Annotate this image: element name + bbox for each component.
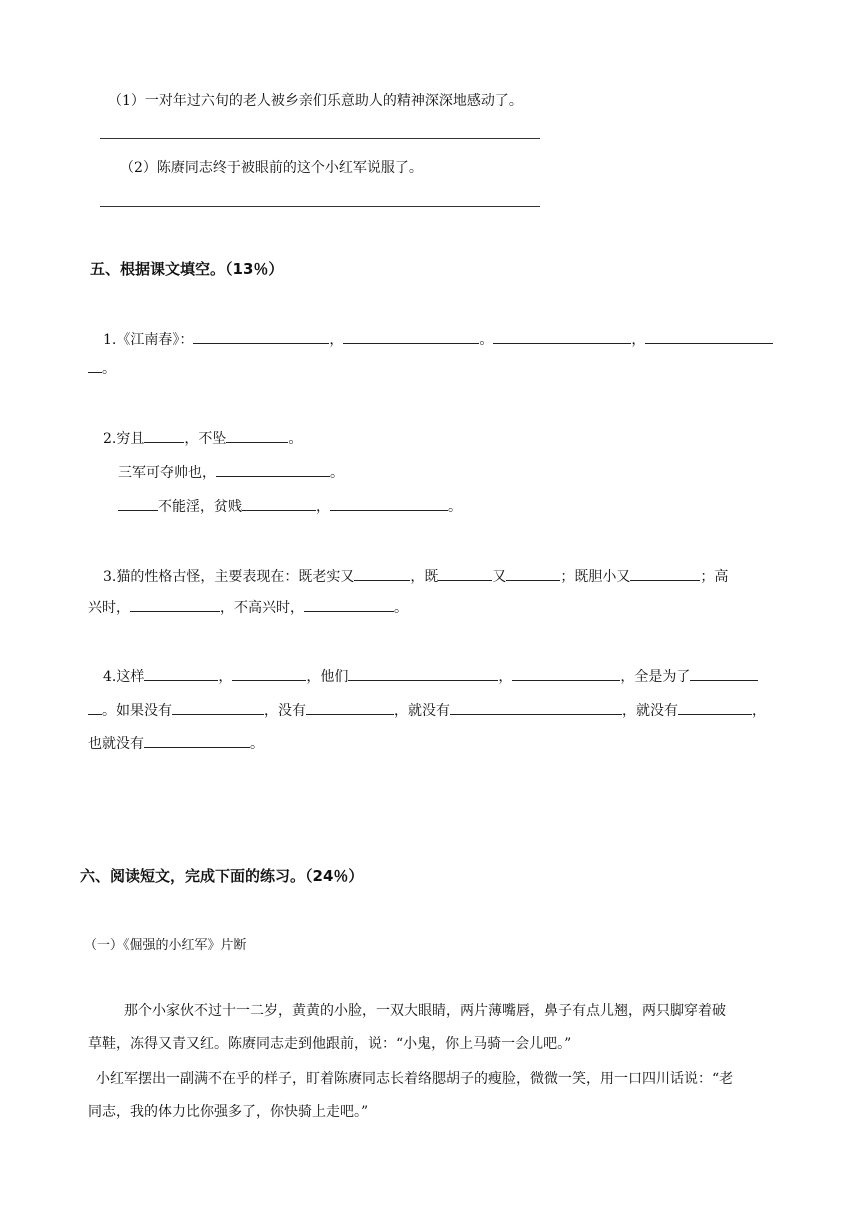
answer-blank[interactable] xyxy=(645,329,773,344)
answer-blank[interactable] xyxy=(330,496,448,511)
section-title: 六、阅读短文，完成下面的练习。（24％） xyxy=(80,867,364,885)
answer-blank[interactable] xyxy=(512,666,620,681)
punct: 。 xyxy=(330,465,344,481)
punct: 。 xyxy=(448,499,462,515)
punct: 。 xyxy=(479,332,494,348)
fill-item-1-cont xyxy=(88,358,116,379)
answer-line[interactable] xyxy=(100,206,540,207)
answer-blank[interactable] xyxy=(630,566,700,581)
answer-blank[interactable] xyxy=(144,428,184,443)
item-text: ，就没有 xyxy=(394,703,450,719)
item-text: 3.猫的性格古怪，主要表现在：既老实又 xyxy=(103,569,355,585)
item-text: ；既胆小又 xyxy=(560,569,631,585)
answer-blank[interactable] xyxy=(130,597,220,612)
item-label: 1.《江南春》： xyxy=(103,332,194,348)
punct: 。 xyxy=(288,431,303,447)
item-text: ；高 xyxy=(700,569,729,585)
fill-item-2c xyxy=(118,496,462,517)
item-text: 2.穷且 xyxy=(103,431,145,447)
punct: 。 xyxy=(394,600,408,616)
fill-item-4b xyxy=(88,700,766,721)
fill-item-1 xyxy=(103,329,773,350)
punct: 。 xyxy=(250,736,264,752)
punct: ， xyxy=(316,499,330,515)
answer-blank[interactable] xyxy=(232,666,306,681)
answer-blank[interactable] xyxy=(343,329,479,344)
answer-blank[interactable] xyxy=(354,566,410,581)
item-text: 。如果没有 xyxy=(102,703,172,719)
punct: ， xyxy=(631,332,646,348)
fill-item-3a xyxy=(103,566,728,587)
question-text: （1）一对年过六旬的老人被乡亲们乐意助人的精神深深地感动了。 xyxy=(108,93,523,109)
item-text: 不能淫，贫贱 xyxy=(158,499,242,515)
answer-blank[interactable] xyxy=(678,700,752,715)
item-text: ，不高兴时， xyxy=(220,600,304,616)
passage-subtitle: （一）《倔强的小红军》片断 xyxy=(84,938,247,953)
answer-blank[interactable] xyxy=(144,733,250,748)
answer-blank[interactable] xyxy=(690,666,758,681)
fill-item-4a xyxy=(103,666,758,687)
item-text: ，既 xyxy=(410,569,439,585)
fill-item-2b xyxy=(118,462,344,483)
answer-blank[interactable] xyxy=(226,428,288,443)
fill-item-2a xyxy=(103,428,302,449)
passage-line: 小红军摆出一副满不在乎的样子，盯着陈赓同志长着络腮胡子的瘦脸，微微一笑，用一口四川话说：“老 xyxy=(96,1071,734,1087)
answer-blank[interactable] xyxy=(438,566,492,581)
punct: ， xyxy=(218,669,233,685)
item-text: 也就没有 xyxy=(88,736,144,752)
answer-blank[interactable] xyxy=(88,358,102,373)
punct: 。 xyxy=(102,361,116,377)
answer-blank[interactable] xyxy=(348,666,498,681)
item-text: ，全是为了 xyxy=(620,669,691,685)
item-text: ，就没有 xyxy=(622,703,678,719)
punct: ， xyxy=(752,703,766,719)
answer-blank[interactable] xyxy=(306,700,394,715)
answer-line[interactable] xyxy=(100,138,540,139)
item-text: ，他们 xyxy=(306,669,349,685)
item-text: 又 xyxy=(492,569,507,585)
question-text: （2）陈赓同志终于被眼前的这个小红军说服了。 xyxy=(120,160,423,176)
answer-blank[interactable] xyxy=(193,329,329,344)
item-text: 三军可夺帅也， xyxy=(118,465,216,481)
punct: ， xyxy=(329,332,344,348)
passage-line: 草鞋，冻得又青又红。陈赓同志走到他跟前，说：“小鬼，你上马骑一会儿吧。” xyxy=(88,1036,572,1052)
section-title: 五、根据课文填空。（13％） xyxy=(90,260,284,278)
fill-item-3b xyxy=(88,597,408,618)
item-text: ，不坠 xyxy=(184,431,227,447)
fill-item-4c xyxy=(88,733,264,754)
answer-blank[interactable] xyxy=(493,329,631,344)
item-text: 4.这样 xyxy=(103,669,145,685)
answer-blank[interactable] xyxy=(172,700,264,715)
punct: ， xyxy=(498,669,513,685)
passage-line: 同志，我的体力比你强多了，你快骑上走吧。” xyxy=(88,1104,369,1120)
answer-blank[interactable] xyxy=(144,666,218,681)
answer-blank[interactable] xyxy=(118,496,158,511)
item-text: 兴时， xyxy=(88,600,130,616)
answer-blank[interactable] xyxy=(304,597,394,612)
answer-blank[interactable] xyxy=(450,700,622,715)
passage-line: 那个小家伙不过十一二岁，黄黄的小脸，一双大眼睛，两片薄嘴唇，鼻子有点儿翘，两只脚穿着破 xyxy=(124,1003,726,1019)
answer-blank[interactable] xyxy=(242,496,316,511)
answer-blank[interactable] xyxy=(216,462,330,477)
answer-blank[interactable] xyxy=(88,700,102,715)
item-text: ，没有 xyxy=(264,703,306,719)
answer-blank[interactable] xyxy=(506,566,560,581)
